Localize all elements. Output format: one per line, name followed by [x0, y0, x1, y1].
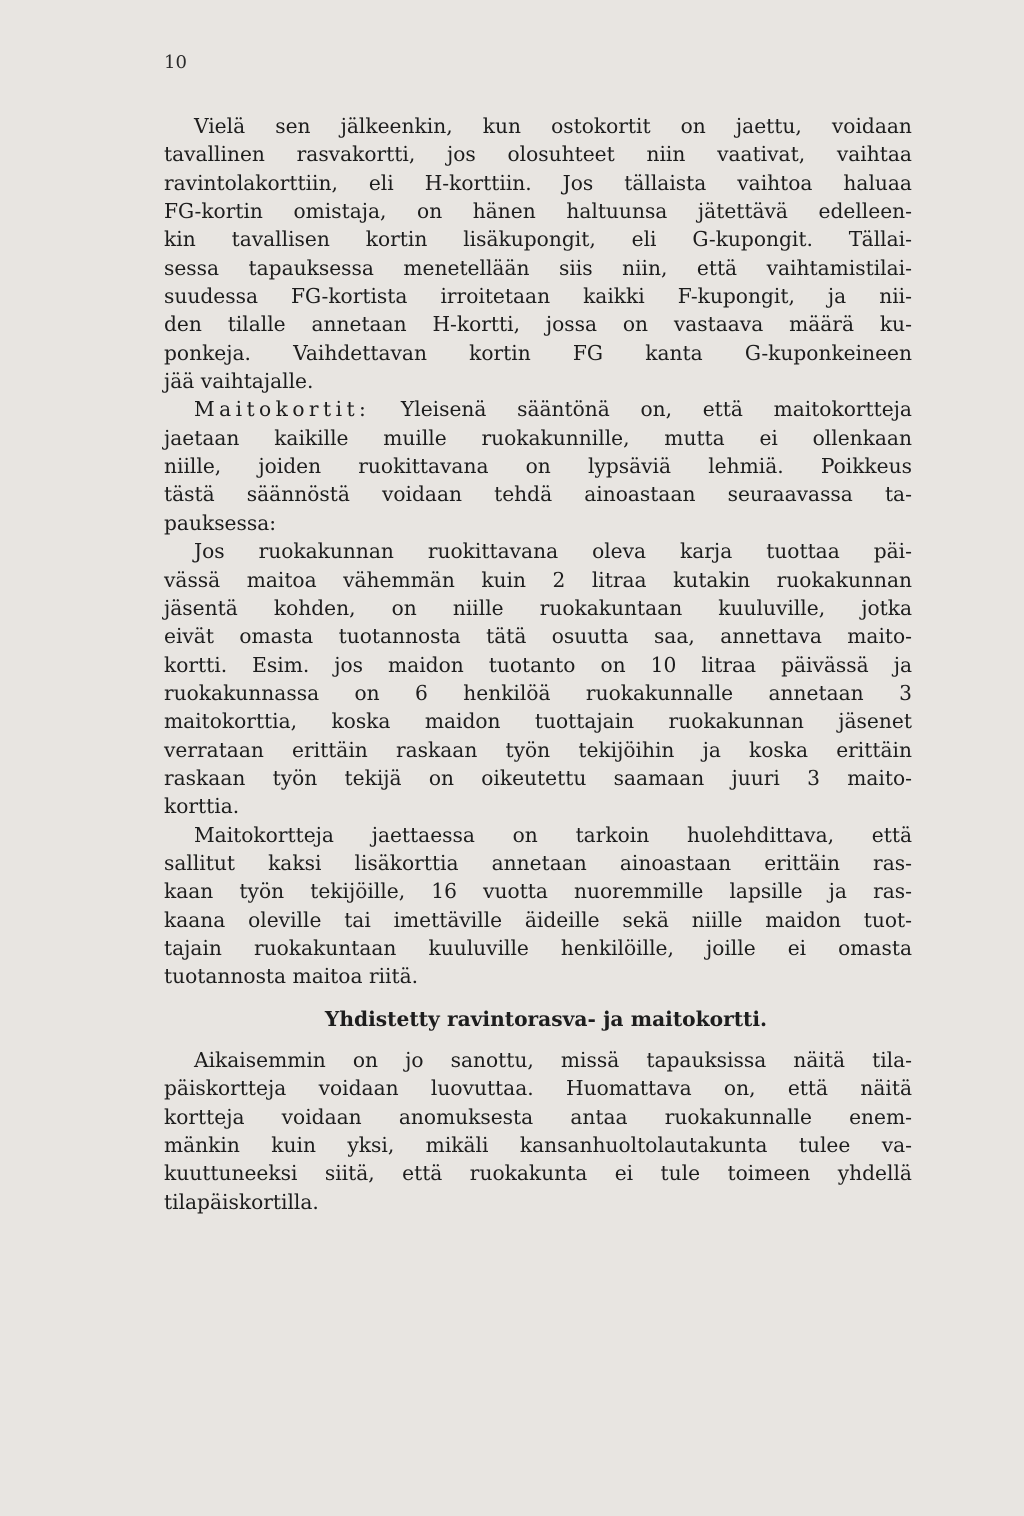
- word: lapsille: [729, 879, 803, 904]
- word: kortteja: [164, 1104, 245, 1129]
- text-line: [164, 736, 912, 764]
- word: Vaihdettavan: [293, 340, 427, 365]
- word: tarkoin: [575, 822, 650, 847]
- word: tuotannosta: [164, 964, 287, 989]
- word: omasta: [239, 624, 314, 649]
- word: tekijä: [344, 765, 402, 790]
- text-line: [164, 1103, 912, 1131]
- word: tuottaa: [766, 539, 840, 564]
- word: raskaan: [395, 737, 478, 762]
- word: ruokittavana: [358, 454, 489, 479]
- word: edelleen-: [818, 199, 912, 224]
- word: Tällai-: [848, 227, 912, 252]
- word: muille: [383, 425, 447, 450]
- word: tuotannosta: [338, 624, 461, 649]
- text-line: [164, 395, 912, 423]
- word: H-korttiin.: [424, 170, 532, 195]
- word: missä: [560, 1048, 620, 1072]
- word: ruokakunnan: [668, 709, 804, 734]
- word: on: [600, 652, 626, 677]
- word: tällaista: [624, 170, 707, 195]
- word: ruokakunnassa: [164, 680, 320, 705]
- text-line: [164, 1159, 912, 1187]
- word: kuuluville,: [718, 595, 826, 620]
- word: niille,: [164, 454, 222, 479]
- word: sekä: [622, 907, 669, 932]
- word: rasvakortti,: [296, 142, 416, 167]
- word: jo: [405, 1048, 424, 1072]
- text-line: [164, 821, 912, 849]
- word: maidon: [388, 652, 464, 677]
- word: ruokakunnan: [258, 539, 394, 564]
- word: ei: [614, 1161, 634, 1186]
- word: G-kupongit.: [692, 227, 813, 252]
- word: tekijöille,: [310, 879, 406, 904]
- word: karja: [680, 539, 733, 564]
- text-line: [164, 792, 912, 820]
- word: antaa: [570, 1104, 628, 1129]
- word: näitä: [793, 1048, 845, 1072]
- word: työn: [272, 765, 318, 790]
- word: kaikille: [274, 425, 349, 450]
- word: maitoa: [292, 964, 363, 989]
- word: Jos: [562, 170, 594, 195]
- word: ei: [787, 935, 807, 960]
- word: toimeen: [727, 1161, 811, 1186]
- word: kuin: [271, 1133, 316, 1158]
- word: kaana: [164, 907, 226, 932]
- word: maidon: [424, 709, 501, 734]
- word: äideille: [524, 907, 600, 932]
- word: tuotanto: [488, 652, 576, 677]
- word: niin: [646, 142, 686, 167]
- word: tekijöihin: [578, 737, 675, 762]
- word: nii-: [879, 284, 912, 309]
- word: maidon: [765, 907, 841, 932]
- heading-word: Yhdistetty: [324, 1006, 440, 1031]
- word: koska: [749, 737, 809, 762]
- word: vaativat,: [717, 142, 806, 167]
- word: näitä: [860, 1076, 912, 1101]
- word: on: [680, 114, 706, 138]
- word: vaihtamistilai-: [766, 255, 912, 280]
- word: henkilöille,: [560, 935, 674, 960]
- word: on,: [640, 397, 673, 422]
- word: annetaan: [768, 680, 864, 705]
- word: erittäin: [764, 850, 840, 875]
- word: FG: [572, 340, 604, 365]
- word: suudessa: [164, 284, 258, 309]
- word: erittäin: [836, 737, 912, 762]
- word: F-kupongit,: [677, 284, 795, 309]
- word: jätettävä: [697, 199, 788, 224]
- word: omistaja,: [293, 199, 387, 224]
- word: annetaan: [491, 850, 587, 875]
- text-line: [164, 594, 912, 622]
- word: ta-: [884, 482, 912, 507]
- text-line: [164, 906, 912, 934]
- word: kortin: [365, 227, 428, 252]
- word: oikeutettu: [481, 765, 587, 790]
- word: säännöstä: [246, 482, 350, 507]
- word: seuraavassa: [727, 482, 853, 507]
- word: eli: [631, 227, 657, 252]
- word: sanottu,: [450, 1048, 534, 1072]
- word: on: [352, 1048, 379, 1072]
- text-line: [164, 254, 912, 282]
- word: ostokortit: [551, 114, 651, 138]
- body-text: [164, 112, 912, 1216]
- word: ruokakuntaan: [253, 935, 397, 960]
- word: kohden,: [273, 595, 356, 620]
- word: henkilöä: [463, 680, 551, 705]
- word: ras-: [873, 850, 912, 875]
- word: Yleisenä: [400, 397, 487, 422]
- heading-word: ravintorasva-: [446, 1006, 596, 1031]
- word: mikäli: [425, 1133, 489, 1158]
- word: vaihtoa: [737, 170, 813, 195]
- word: eivät: [164, 624, 214, 649]
- word: ruokakunnan: [776, 567, 912, 592]
- word: tuottajain: [534, 709, 635, 734]
- word: G-kuponkeineen: [744, 340, 912, 365]
- word: oleva: [592, 539, 647, 564]
- text-line: [164, 225, 912, 253]
- word: voidaan: [381, 482, 462, 507]
- word: on: [525, 454, 551, 479]
- text-line: [164, 679, 912, 707]
- text-line: [164, 1188, 912, 1216]
- word: että: [696, 255, 738, 280]
- word: 6: [415, 680, 428, 705]
- word: jaetaan: [164, 425, 240, 450]
- text-line: [164, 764, 912, 792]
- word: Maitokortteja: [194, 822, 334, 847]
- word: ruokakunnalle: [585, 680, 734, 705]
- word: litraa: [701, 652, 757, 677]
- word: 16: [431, 879, 457, 904]
- word: työn: [239, 879, 285, 904]
- paragraph: [164, 537, 912, 820]
- word: päivässä: [781, 652, 869, 677]
- word: 2: [552, 567, 566, 592]
- word: tapauksissa: [646, 1048, 767, 1072]
- paragraph: [164, 112, 912, 395]
- word: maito-: [847, 624, 912, 649]
- word: tila-: [872, 1048, 912, 1072]
- word: niille: [452, 595, 504, 620]
- word: jos: [446, 142, 476, 167]
- word: kuin: [481, 567, 527, 592]
- word: kun: [482, 114, 521, 138]
- word: olosuhteet: [507, 142, 615, 167]
- word: päiskortteja: [164, 1076, 287, 1101]
- word: kaksi: [268, 850, 322, 875]
- text-line: [164, 1131, 912, 1159]
- word: vuotta: [483, 879, 548, 904]
- word: ainoastaan: [619, 850, 732, 875]
- word: kaan: [164, 879, 214, 904]
- word: sallitut: [164, 850, 235, 875]
- word: jää: [164, 369, 195, 394]
- word: tulee: [798, 1133, 851, 1158]
- word: anomuksesta: [398, 1104, 534, 1129]
- word: on: [622, 312, 648, 337]
- word: saamaan: [613, 765, 705, 790]
- text-line: [164, 112, 912, 140]
- word: on: [417, 199, 443, 224]
- word: tätä: [486, 624, 527, 649]
- paragraph: [164, 821, 912, 991]
- word: irroitetaan: [440, 284, 551, 309]
- paragraph: [164, 395, 912, 537]
- word: omasta: [838, 935, 912, 960]
- text-line: [164, 1046, 912, 1074]
- text-line: [164, 480, 912, 508]
- page-number: 10: [164, 52, 187, 73]
- word: maito-: [847, 765, 912, 790]
- word: maitokortteja: [773, 397, 912, 422]
- word: päi-: [873, 539, 912, 564]
- word: ja: [828, 879, 847, 904]
- word: että: [402, 1161, 443, 1186]
- lead-term: Maitokortit:: [194, 397, 371, 422]
- word: joiden: [258, 454, 322, 479]
- word: ras-: [873, 879, 912, 904]
- word: ainoastaan: [584, 482, 696, 507]
- word: työn: [505, 737, 551, 762]
- word: vaihtaa: [836, 142, 912, 167]
- text-line: [164, 934, 912, 962]
- text-line: [164, 509, 912, 537]
- word: on,: [723, 1076, 756, 1101]
- word: ja: [827, 284, 847, 309]
- word: juuri: [731, 765, 780, 790]
- word: että: [702, 397, 743, 422]
- word: riitä.: [368, 964, 419, 989]
- word: ponkeja.: [164, 340, 251, 365]
- text-line: [164, 197, 912, 225]
- word: kaikki: [583, 284, 645, 309]
- word: ku-: [879, 312, 912, 337]
- word: tajain: [164, 935, 222, 960]
- word: maitoa: [246, 567, 317, 592]
- word: haluaa: [843, 170, 912, 195]
- word: Aikaisemmin: [194, 1048, 326, 1072]
- word: siis: [558, 255, 593, 280]
- word: 3: [807, 765, 820, 790]
- word: den: [164, 312, 202, 337]
- word: vässä: [164, 567, 221, 592]
- word: osuutta: [551, 624, 629, 649]
- text-line: [164, 537, 912, 565]
- word: haltuunsa: [566, 199, 668, 224]
- text-line: [164, 1074, 912, 1102]
- word: kutakin: [673, 567, 751, 592]
- word: jos: [334, 652, 364, 677]
- word: tehdä: [494, 482, 553, 507]
- word: ruokittavana: [427, 539, 559, 564]
- word: tuot-: [863, 907, 912, 932]
- word: lehmiä.: [708, 454, 784, 479]
- word: sen: [275, 114, 311, 138]
- word: FG-kortin: [164, 199, 263, 224]
- word: tilapäiskortilla.: [164, 1189, 319, 1214]
- word: eli: [368, 170, 394, 195]
- word: Jos: [194, 539, 225, 564]
- word: määrä: [789, 312, 854, 337]
- word: ja: [893, 652, 912, 677]
- word: vähemmän: [343, 567, 455, 592]
- text-line: [164, 310, 912, 338]
- word: maitokorttia,: [164, 709, 298, 734]
- word: on: [428, 765, 454, 790]
- word: korttia.: [164, 794, 240, 819]
- word: 3: [899, 680, 912, 705]
- word: raskaan: [164, 765, 246, 790]
- text-line: [164, 424, 912, 452]
- word: vaihtajalle.: [200, 369, 314, 394]
- text-line: [164, 452, 912, 480]
- word: niin,: [622, 255, 668, 280]
- word: voidaan: [831, 114, 912, 138]
- word: huolehdittava,: [686, 822, 835, 847]
- word: saa,: [653, 624, 695, 649]
- word: voidaan: [318, 1076, 399, 1101]
- word: Esim.: [252, 652, 310, 677]
- word: jaettu,: [735, 114, 802, 138]
- word: sääntönä: [517, 397, 610, 422]
- word: yksi,: [347, 1133, 395, 1158]
- word: luovuttaa.: [430, 1076, 534, 1101]
- heading-word: ja: [603, 1006, 624, 1031]
- word: ruokakunta: [469, 1161, 588, 1186]
- text-line: [164, 622, 912, 650]
- word: mutta: [664, 425, 725, 450]
- word: annetaan: [311, 312, 407, 337]
- word: litraa: [591, 567, 647, 592]
- word: kuuluville: [428, 935, 529, 960]
- word: jäsenet: [838, 709, 912, 734]
- word: tai: [344, 907, 371, 932]
- paragraph: [164, 1046, 912, 1216]
- word: imettäville: [393, 907, 503, 932]
- text-line: [164, 849, 912, 877]
- text-line: [164, 962, 912, 990]
- word: sessa: [164, 255, 220, 280]
- text-line: [164, 707, 912, 735]
- word: ja: [702, 737, 721, 762]
- word: annettava: [720, 624, 822, 649]
- word: kortti.: [164, 652, 228, 677]
- word: on: [512, 822, 538, 847]
- word: ruokakuntaan: [539, 595, 683, 620]
- word: nuoremmille: [573, 879, 704, 904]
- text-line: [164, 367, 912, 395]
- word: koska: [331, 709, 391, 734]
- word: tavallisen: [231, 227, 330, 252]
- text-line: [164, 566, 912, 594]
- word: ravintolakorttiin,: [164, 170, 338, 195]
- word: vastaava: [673, 312, 764, 337]
- word: lisäkorttia: [354, 850, 459, 875]
- text-line: [164, 140, 912, 168]
- word: yhdellä: [837, 1161, 912, 1186]
- section-heading: [164, 1005, 912, 1033]
- word: 10: [650, 652, 677, 677]
- word: on: [391, 595, 417, 620]
- text-line: [164, 282, 912, 310]
- word: kin: [164, 227, 196, 252]
- word: Vielä: [194, 114, 246, 138]
- word: Huomattava: [565, 1076, 692, 1101]
- word: joille: [705, 935, 756, 960]
- word: FG-kortista: [291, 284, 408, 309]
- text-line: [164, 651, 912, 679]
- word: oleville: [248, 907, 322, 932]
- word: voidaan: [281, 1104, 362, 1129]
- word: pauksessa:: [164, 510, 277, 535]
- text-line: [164, 339, 912, 367]
- word: tästä: [164, 482, 215, 507]
- word: verrataan: [164, 737, 264, 762]
- word: jaettaessa: [371, 822, 475, 847]
- word: että: [871, 822, 912, 847]
- word: mänkin: [164, 1133, 240, 1158]
- word: siitä,: [324, 1161, 375, 1186]
- word: niille: [691, 907, 743, 932]
- word: kortin: [469, 340, 531, 365]
- text-line: [164, 877, 912, 905]
- word: enem-: [849, 1104, 912, 1129]
- word: ruokakunnille,: [481, 425, 630, 450]
- word: kuuttuneeksi: [164, 1161, 298, 1186]
- word: on: [354, 680, 380, 705]
- word: Poikkeus: [820, 454, 912, 479]
- word: H-kortti,: [432, 312, 521, 337]
- word: ollenkaan: [812, 425, 912, 450]
- word: ei: [759, 425, 778, 450]
- word: kanta: [645, 340, 703, 365]
- word: lisäkupongit,: [463, 227, 596, 252]
- word: jotka: [861, 595, 912, 620]
- heading-word: maitokortti.: [630, 1006, 768, 1031]
- word: jälkeenkin,: [340, 114, 453, 138]
- word: kansanhuoltolautakunta: [519, 1133, 768, 1158]
- word: va-: [881, 1133, 912, 1158]
- word: erittäin: [292, 737, 368, 762]
- word: ruokakunnalle: [664, 1104, 812, 1129]
- word: tule: [660, 1161, 701, 1186]
- word: hänen: [472, 199, 536, 224]
- word: tilalle: [227, 312, 286, 337]
- word: tapauksessa: [248, 255, 374, 280]
- word: jäsentä: [164, 595, 238, 620]
- text-line: [164, 169, 912, 197]
- word: menetellään: [403, 255, 530, 280]
- word: tavallinen: [164, 142, 265, 167]
- word: lypsäviä: [587, 454, 672, 479]
- word: että: [787, 1076, 829, 1101]
- word: jossa: [545, 312, 598, 337]
